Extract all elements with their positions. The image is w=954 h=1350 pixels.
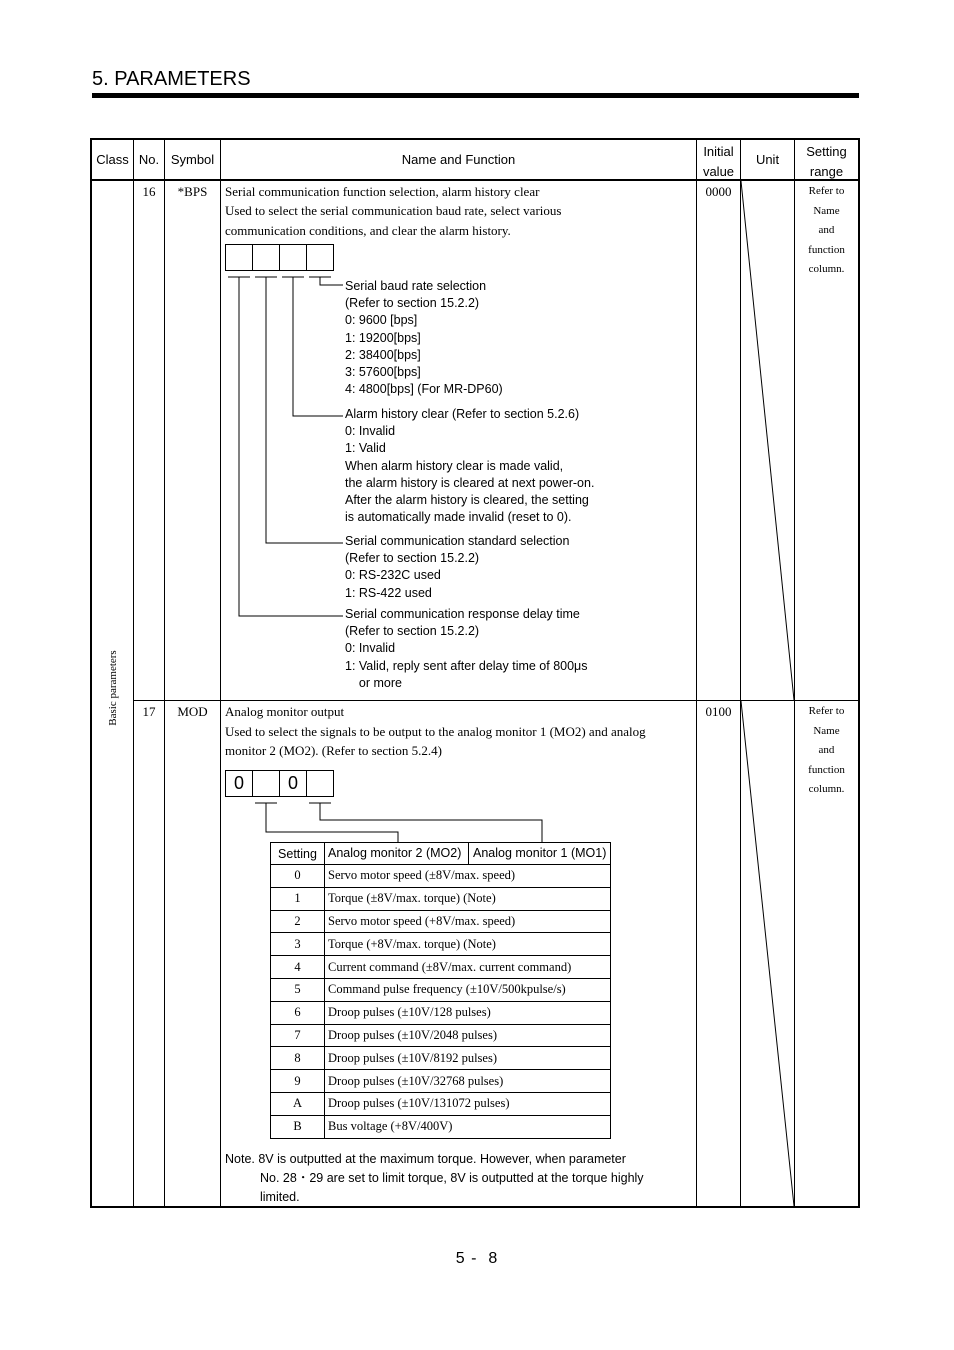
digit-box: 0 xyxy=(225,770,253,797)
col-header-setting-line2: range xyxy=(809,164,844,179)
table-row xyxy=(271,1092,611,1115)
table-border-top xyxy=(90,138,860,140)
setting-cell: 5 xyxy=(271,978,325,1001)
note-line: No. 28・29 are set to limit torque, 8V is outputted at the torque highly xyxy=(260,1171,644,1185)
col-divider xyxy=(133,138,134,1208)
annotation-line: or more xyxy=(345,675,402,690)
table-row xyxy=(271,910,611,933)
table-row xyxy=(271,978,611,1001)
param-no: 17 xyxy=(142,704,156,719)
annotation-line: 4: 4800[bps] (For MR-DP60) xyxy=(345,382,503,397)
param-desc-line: Used to select the serial communication baud rate, select various xyxy=(225,203,562,218)
setting-cell: 2 xyxy=(271,910,325,933)
annotation-line: the alarm history is cleared at next power-on. xyxy=(345,475,595,490)
description-cell: Droop pulses (±10V/131072 pulses) xyxy=(325,1092,611,1115)
table-row xyxy=(271,956,611,979)
annotation-line: 0: 9600 [bps] xyxy=(345,313,418,328)
setting-range-line: column. xyxy=(808,263,845,275)
table-header-mo2 xyxy=(325,843,611,865)
description-cell: Torque (+8V/max. torque) (Note) xyxy=(325,933,611,956)
table-header-mo2-label: Analog monitor 2 (MO2) xyxy=(325,843,469,864)
annotation-line: 1: RS-422 used xyxy=(345,585,432,600)
col-header-initial xyxy=(697,142,740,182)
annotation-line: 2: 38400[bps] xyxy=(345,347,421,362)
table-border-left xyxy=(90,138,92,1208)
annotation-line: Alarm history clear (Refer to section 5.2.6) xyxy=(345,407,580,421)
annotation-line: 3: 57600[bps] xyxy=(345,365,421,380)
digit-box xyxy=(306,770,334,797)
note-line: Note. 8V is outputted at the maximum torque. However, when parameter xyxy=(225,1152,626,1166)
setting-range-line: function xyxy=(808,243,845,256)
table-row xyxy=(271,933,611,956)
description-cell: Droop pulses (±10V/8192 pulses) xyxy=(325,1047,611,1070)
digit-box: 0 xyxy=(279,770,307,797)
table-body xyxy=(271,865,611,1139)
class-label: Basic parameters xyxy=(107,650,119,726)
annotation-line: Serial baud rate selection xyxy=(345,279,487,293)
table-row xyxy=(271,1047,611,1070)
setting-range-line: and xyxy=(818,224,835,236)
annotation-line: 0: Invalid xyxy=(345,424,396,439)
page-number: 5 - 8 xyxy=(455,1250,499,1267)
table-row xyxy=(271,1001,611,1024)
digit-connectors xyxy=(220,270,350,620)
digit-box xyxy=(279,244,307,271)
setting-cell: 7 xyxy=(271,1024,325,1047)
setting-cell: 0 xyxy=(271,865,325,888)
description-cell: Torque (±8V/max. torque) (Note) xyxy=(325,887,611,910)
initial-value: 0000 xyxy=(705,184,732,199)
col-header-setting-line1: Setting xyxy=(806,144,847,159)
header-rule xyxy=(92,93,859,98)
digit-box xyxy=(252,244,280,271)
setting-range-line: column. xyxy=(808,783,845,795)
col-header-setting xyxy=(795,142,858,182)
setting-cell: 8 xyxy=(271,1047,325,1070)
annotation-line: 0: RS-232C used xyxy=(345,568,441,583)
param-title: Analog monitor output xyxy=(225,704,345,719)
setting-cell: 9 xyxy=(271,1070,325,1093)
annotation-line: 1: Valid, reply sent after delay time of 800μs xyxy=(345,658,588,673)
annotation-line: After the alarm history is cleared, the setting xyxy=(345,493,589,508)
table-row xyxy=(271,887,611,910)
annotation-alarm-history xyxy=(345,406,594,526)
setting-range-line: Name xyxy=(813,724,840,737)
table-header-mo1-label: Analog monitor 1 (MO1) xyxy=(473,846,607,860)
setting-range-line: Refer to xyxy=(808,185,845,197)
table-row xyxy=(271,1115,611,1138)
col-header-symbol: Symbol xyxy=(170,152,215,167)
setting-range-line: and xyxy=(818,744,835,756)
annotation-comm-standard xyxy=(345,533,569,602)
table-border-right xyxy=(858,138,860,1208)
table-row xyxy=(271,865,611,888)
col-header-no: No. xyxy=(138,152,160,167)
annotation-line: (Refer to section 15.2.2) xyxy=(345,551,480,566)
setting-range-line: Refer to xyxy=(808,705,845,717)
unit-na-diagonals xyxy=(740,180,796,1208)
setting-cell: A xyxy=(271,1092,325,1115)
setting-range xyxy=(795,702,858,800)
digit-box xyxy=(252,770,280,797)
note-line: limited. xyxy=(260,1190,300,1204)
description-cell: Droop pulses (±10V/128 pulses) xyxy=(325,1001,611,1024)
description-cell: Servo motor speed (±8V/max. speed) xyxy=(325,865,611,888)
digit-box xyxy=(225,244,253,271)
param-desc-line: Used to select the signals to be output to the analog monitor 1 (MO2) and analog xyxy=(225,724,646,739)
digit-box xyxy=(306,244,334,271)
param-title: Serial communication function selection, alarm history clear xyxy=(225,184,540,199)
setting-cell: 1 xyxy=(271,887,325,910)
annotation-line: (Refer to section 15.2.2) xyxy=(345,296,480,311)
setting-cell: 4 xyxy=(271,956,325,979)
param-desc-line: monitor 2 (MO2). (Refer to section 5.2.4) xyxy=(225,743,442,758)
annotation-line: is automatically made invalid (reset to 0). xyxy=(345,510,572,525)
digit-connectors xyxy=(220,796,560,846)
annotation-baud-rate xyxy=(345,278,503,398)
col-header-initial-line1: Initial xyxy=(703,144,734,159)
description-cell: Servo motor speed (+8V/max. speed) xyxy=(325,910,611,933)
col-divider xyxy=(696,138,697,1208)
col-divider xyxy=(164,138,165,1208)
setting-cell: B xyxy=(271,1115,325,1138)
col-header-name-function: Name and Function xyxy=(401,152,516,167)
description-cell: Droop pulses (±10V/32768 pulses) xyxy=(325,1070,611,1093)
section-title: 5. PARAMETERS xyxy=(92,68,251,90)
annotation-line: 1: 19200[bps] xyxy=(345,330,421,345)
annotation-line: Serial communication response delay time xyxy=(345,607,580,621)
param-symbol: MOD xyxy=(177,704,208,719)
table-note xyxy=(225,1150,644,1207)
description-cell: Current command (±8V/max. current command) xyxy=(325,956,611,979)
description-cell: Bus voltage (+8V/400V) xyxy=(325,1115,611,1138)
annotation-line: 1: Valid xyxy=(345,441,386,456)
setting-range-line: Name xyxy=(813,204,840,217)
analog-monitor-table xyxy=(270,842,611,1139)
setting-cell: 3 xyxy=(271,933,325,956)
col-header-initial-line2: value xyxy=(702,164,735,179)
annotation-line: 0: Invalid xyxy=(345,641,396,656)
table-row xyxy=(271,1070,611,1093)
param-symbol: *BPS xyxy=(177,184,208,199)
setting-cell: 6 xyxy=(271,1001,325,1024)
col-header-unit: Unit xyxy=(755,152,780,167)
table-header-setting: Setting xyxy=(271,843,325,865)
table-row xyxy=(271,1024,611,1047)
col-header-class: Class xyxy=(96,152,129,167)
description-cell: Command pulse frequency (±10V/500kpulse/s) xyxy=(325,978,611,1001)
description-cell: Droop pulses (±10V/2048 pulses) xyxy=(325,1024,611,1047)
param-no: 16 xyxy=(142,184,156,199)
table-header-row xyxy=(271,843,611,865)
annotation-line: (Refer to section 15.2.2) xyxy=(345,624,480,639)
initial-value: 0100 xyxy=(705,704,732,719)
setting-range-line: function xyxy=(808,763,845,776)
annotation-line: Serial communication standard selection xyxy=(345,534,570,548)
param-desc-line: communication conditions, and clear the alarm history. xyxy=(225,223,511,238)
annotation-response-delay xyxy=(345,606,588,692)
setting-range xyxy=(795,182,858,280)
annotation-line: When alarm history clear is made valid, xyxy=(345,458,564,473)
